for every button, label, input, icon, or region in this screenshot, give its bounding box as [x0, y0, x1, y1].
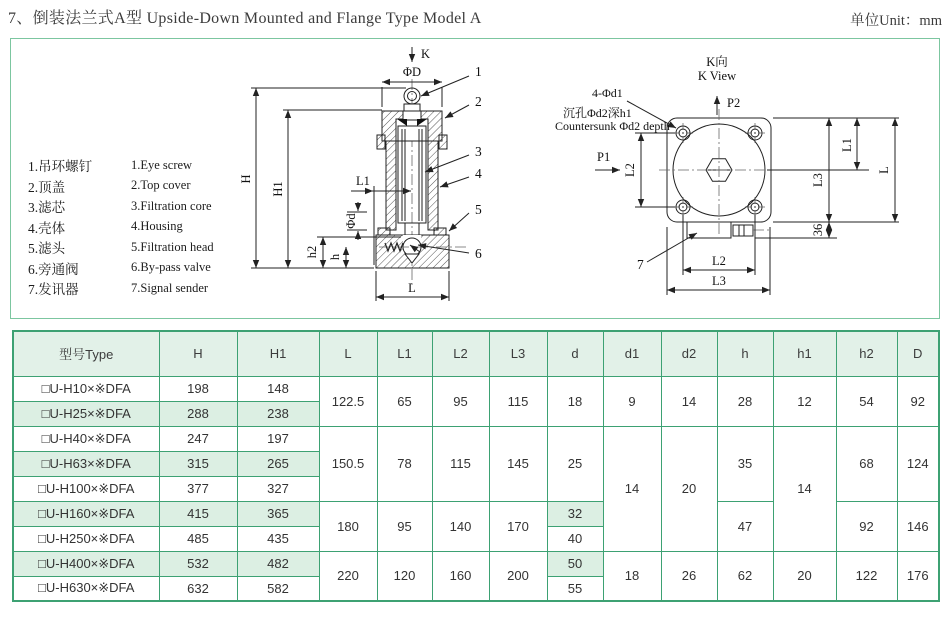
cell-L3: 170 [489, 501, 547, 551]
cell-L: 122.5 [319, 376, 377, 426]
cell-L: 220 [319, 551, 377, 601]
cell-H: 632 [159, 576, 237, 601]
dim-H1-label: H1 [271, 181, 285, 197]
dim-h2-label: h2 [305, 245, 319, 259]
cell-D: 124 [897, 426, 939, 501]
cell-d: 50 [547, 551, 603, 576]
legend-item-bypass-valve [28, 258, 214, 279]
bolt-note-label: 4-Φd1 [592, 86, 623, 100]
legend-en: 4.Housing [131, 219, 183, 234]
cell-type: □U-H63×※DFA [13, 451, 159, 476]
cell-D: 92 [897, 376, 939, 426]
col-header-d: d [547, 331, 603, 376]
countersunk-note-zh: 沉孔Φd2深h1 [563, 106, 632, 120]
page-title [8, 5, 482, 28]
k-view-title-zh: K向 [706, 55, 728, 69]
cell-type: □U-H160×※DFA [13, 501, 159, 526]
cell-h: 47 [717, 501, 773, 551]
cell-L3: 200 [489, 551, 547, 601]
col-header-d2: d2 [661, 331, 717, 376]
cell-H1: 238 [237, 401, 319, 426]
callout-3: 3 [475, 144, 482, 159]
col-header-H: H [159, 331, 237, 376]
legend-zh: 3.滤芯 [28, 200, 66, 216]
header-row [13, 331, 939, 376]
dim-L1-right-label: L1 [840, 138, 854, 152]
cell-H: 532 [159, 551, 237, 576]
cell-type: □U-H400×※DFA [13, 551, 159, 576]
legend-zh: 1.吊环螺钉 [28, 159, 93, 175]
cell-h: 28 [717, 376, 773, 426]
dim-36-label: 36 [811, 223, 825, 237]
dimension-table [12, 330, 940, 602]
drawing-panel [10, 38, 940, 319]
cell-D: 176 [897, 551, 939, 601]
col-header-L: L [319, 331, 377, 376]
callout-4: 4 [475, 166, 482, 181]
cell-h2: 122 [836, 551, 897, 601]
cell-H1: 327 [237, 476, 319, 501]
legend-en: 5.Filtration head [131, 239, 214, 254]
cell-type: □U-H100×※DFA [13, 476, 159, 501]
cell-d2: 14 [661, 376, 717, 426]
legend-zh: 4.壳体 [28, 220, 66, 236]
cell-L1: 120 [377, 551, 432, 601]
cell-H: 247 [159, 426, 237, 451]
legend-zh: 6.旁通阀 [28, 261, 79, 277]
cell-L1: 78 [377, 426, 432, 501]
col-header-L1: L1 [377, 331, 432, 376]
dim-phid-label: Φd [344, 213, 358, 229]
cell-H1: 582 [237, 576, 319, 601]
legend-item-eye-screw [28, 155, 214, 176]
dim-h-label: h [328, 253, 342, 261]
legend-item-top-cover [28, 176, 214, 197]
col-header-H1: H1 [237, 331, 319, 376]
dim-L1-label: L1 [356, 174, 370, 188]
col-header-L2: L2 [432, 331, 489, 376]
cell-h: 62 [717, 551, 773, 601]
cell-H: 377 [159, 476, 237, 501]
p1-port-label: P1 [597, 150, 611, 164]
dim-L2-bottom-label: L2 [712, 254, 726, 268]
parts-legend [28, 155, 214, 299]
cell-L2: 95 [432, 376, 489, 426]
table-row [13, 376, 939, 401]
col-header-D: D [897, 331, 939, 376]
legend-zh: 5.滤头 [28, 241, 66, 257]
cell-H: 288 [159, 401, 237, 426]
cell-type: □U-H40×※DFA [13, 426, 159, 451]
col-header-L3: L3 [489, 331, 547, 376]
countersunk-note-en: Countersunk Φd2 depth [555, 119, 670, 133]
unit-label: 单位Unit：mm [850, 13, 942, 29]
legend-en: 1.Eye screw [131, 157, 193, 172]
cell-h2: 92 [836, 501, 897, 551]
cell-H1: 482 [237, 551, 319, 576]
callout-7: 7 [637, 257, 644, 272]
cell-d: 40 [547, 526, 603, 551]
col-header-h1: h1 [773, 331, 836, 376]
cell-h2: 68 [836, 426, 897, 501]
legend-zh: 7.发讯器 [28, 282, 79, 298]
cell-d1: 18 [603, 551, 661, 601]
cell-H1: 365 [237, 501, 319, 526]
dim-L3-right-label: L3 [811, 173, 825, 187]
dim-L3-bottom-label: L3 [712, 274, 726, 288]
legend-en: 3.Filtration core [131, 198, 212, 213]
legend-en: 2.Top cover [131, 178, 191, 193]
legend-item-housing [28, 217, 214, 238]
cell-h1: 20 [773, 551, 836, 601]
cell-H: 415 [159, 501, 237, 526]
cell-d: 32 [547, 501, 603, 526]
cell-type: □U-H250×※DFA [13, 526, 159, 551]
title-bar [8, 5, 944, 30]
cell-type: □U-H630×※DFA [13, 576, 159, 601]
k-direction-label: K [421, 47, 431, 61]
cell-L3: 145 [489, 426, 547, 501]
cell-type: □U-H25×※DFA [13, 401, 159, 426]
cell-L1: 65 [377, 376, 432, 426]
cell-h2: 54 [836, 376, 897, 426]
cell-H1: 197 [237, 426, 319, 451]
cell-h1: 14 [773, 426, 836, 551]
page-title-zh: 7、倒装法兰式A型 [8, 10, 143, 27]
callout-1: 1 [475, 64, 482, 79]
callout-6: 6 [475, 246, 482, 261]
table-row [13, 426, 939, 451]
cell-H1: 148 [237, 376, 319, 401]
cell-d: 18 [547, 376, 603, 426]
table-row [13, 551, 939, 576]
legend-item-filtration-core [28, 196, 214, 217]
legend-en: 7.Signal sender [131, 280, 209, 295]
cell-L: 180 [319, 501, 377, 551]
cell-L2: 160 [432, 551, 489, 601]
cell-L2: 115 [432, 426, 489, 501]
cell-h1: 12 [773, 376, 836, 426]
cell-L2: 140 [432, 501, 489, 551]
page-title-en: Upside-Down Mounted and Flange Type Model A [142, 10, 482, 27]
legend-item-filtration-head [28, 237, 214, 258]
dim-L2-left-label: L2 [623, 163, 637, 177]
section-view [239, 47, 482, 301]
cell-L: 150.5 [319, 426, 377, 501]
callout-2: 2 [475, 94, 482, 109]
k-view [555, 55, 899, 295]
cell-h: 35 [717, 426, 773, 501]
cell-d: 25 [547, 426, 603, 501]
cell-d2: 26 [661, 551, 717, 601]
dim-L-label: L [408, 281, 416, 295]
p2-port-label: P2 [727, 96, 741, 110]
cell-H: 315 [159, 451, 237, 476]
col-header-h2: h2 [836, 331, 897, 376]
cell-H: 198 [159, 376, 237, 401]
cell-d: 55 [547, 576, 603, 601]
legend-item-signal-sender [28, 278, 214, 299]
cell-d2: 20 [661, 426, 717, 551]
legend-zh: 2.顶盖 [28, 179, 66, 195]
col-header-d1: d1 [603, 331, 661, 376]
cell-type: □U-H10×※DFA [13, 376, 159, 401]
cell-d1: 14 [603, 426, 661, 551]
dim-phiD-label: ΦD [402, 65, 422, 79]
cell-D: 146 [897, 501, 939, 551]
cell-L3: 115 [489, 376, 547, 426]
col-header-type: 型号Type [13, 331, 159, 376]
legend-en: 6.By-pass valve [131, 260, 211, 275]
cell-H1: 265 [237, 451, 319, 476]
cell-H: 485 [159, 526, 237, 551]
col-header-h: h [717, 331, 773, 376]
k-view-title-en: K View [697, 69, 737, 83]
dim-H-label: H [239, 174, 253, 184]
cell-L1: 95 [377, 501, 432, 551]
cell-H1: 435 [237, 526, 319, 551]
dim-L-right-label: L [877, 166, 891, 174]
callout-5: 5 [475, 202, 482, 217]
cell-d1: 9 [603, 376, 661, 426]
